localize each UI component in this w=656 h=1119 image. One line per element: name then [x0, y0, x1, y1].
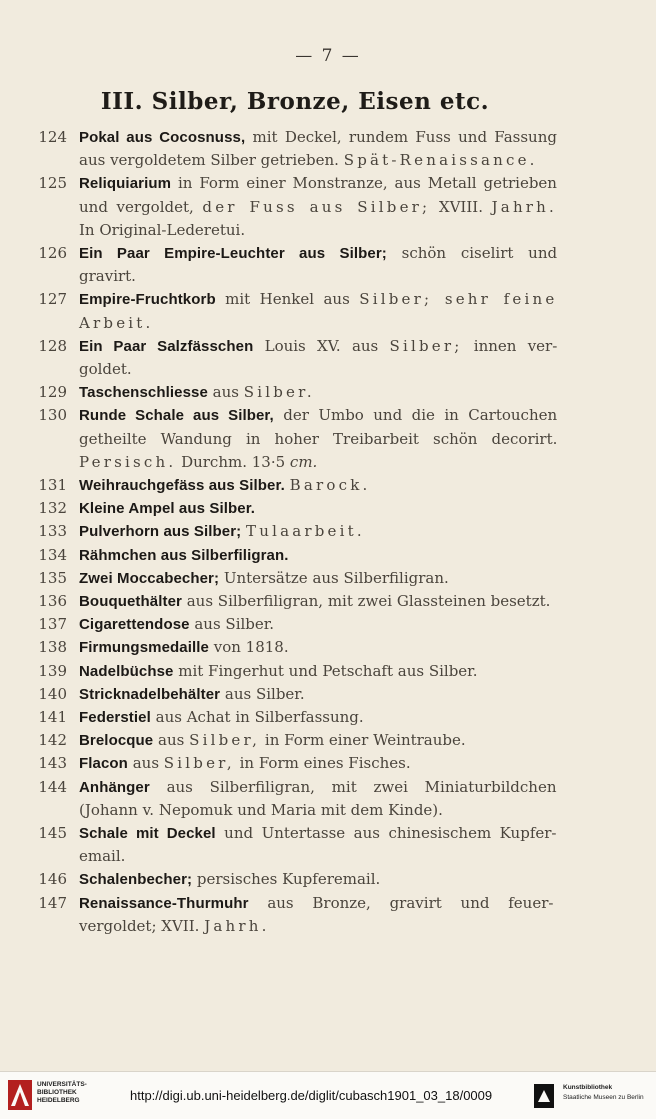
item-title: Federstiel: [79, 709, 151, 726]
entry-number: 136: [38, 592, 67, 610]
entry-line: [79, 868, 380, 891]
item-title: Zwei Moccabecher;: [79, 569, 220, 587]
university-library-name: UNIVERSITÄTS- BIBLIOTHEK HEIDELBERG: [37, 1081, 87, 1104]
item-title: Ein Paar Salzfässchen: [79, 337, 254, 355]
item-title: Flacon: [79, 755, 128, 773]
spaced-text: Jahrh.: [491, 197, 558, 216]
entry-line: [79, 474, 370, 497]
item-title: Bouquethälter: [79, 593, 182, 610]
entry-line: [79, 520, 365, 543]
entry-line: [79, 265, 136, 288]
description-text: Durchm. 13·5: [176, 452, 290, 471]
entry-line: [79, 544, 289, 567]
entry-number: 139: [38, 661, 67, 680]
entry-line: [79, 497, 255, 520]
item-title: Schalenbecher;: [79, 871, 193, 889]
description-text: und Untertasse aus chinesischem Kupfer-: [215, 824, 557, 842]
description-text: in Form eines Fisches.: [234, 754, 411, 773]
entry-line: [79, 196, 557, 219]
entry-line: [79, 428, 557, 451]
entry-number: 126: [38, 244, 67, 262]
entry-line: [79, 799, 443, 822]
entry-line: [79, 706, 364, 729]
entry-line: [79, 636, 289, 659]
spaced-text: Silber,: [189, 731, 261, 750]
entry-line: [79, 845, 125, 868]
entry-line: [79, 590, 550, 613]
description-text: aus: [207, 383, 244, 402]
spaced-text: Silber.: [243, 383, 315, 402]
entry-number: 141: [38, 708, 67, 726]
spaced-text: Barock.: [289, 476, 371, 494]
spaced-text: der Fuss aus Silber;: [202, 197, 431, 216]
spaced-text: Spät-Renaissance.: [343, 151, 538, 170]
description-text: aus vergoldetem Silber getrieben.: [79, 151, 344, 170]
entry-line: [79, 358, 132, 381]
description-text: email.: [79, 847, 126, 866]
entry-number: 130: [38, 406, 67, 425]
description-text: vergoldet; XVII.: [79, 916, 205, 935]
spaced-text: Silber,: [163, 754, 235, 773]
entry-line: [79, 892, 553, 915]
description-text: aus Achat in Silberfassung.: [150, 708, 364, 726]
item-title: Cigarettendose: [79, 616, 190, 634]
entry-line: [79, 451, 317, 474]
description-text: persisches Kupferemail.: [192, 870, 381, 889]
description-text: aus Bronze, gravirt und feuer-: [248, 893, 554, 912]
entry-line: [79, 683, 305, 706]
description-text: gravirt.: [79, 267, 136, 286]
entry-number: 137: [38, 615, 67, 634]
entry-line: [79, 660, 477, 683]
entry-number: 135: [38, 568, 67, 587]
entry-line: [79, 312, 153, 335]
item-title: Stricknadelbehälter: [79, 685, 221, 703]
entry-number: 140: [38, 684, 67, 703]
description-text: aus: [127, 754, 164, 773]
description-text: und vergoldet,: [79, 197, 203, 216]
description-text: mit Henkel aus: [215, 290, 360, 309]
description-text: aus Silber.: [220, 684, 305, 703]
entry-number: 125: [38, 174, 67, 193]
description-text: in Form einer Weintraube.: [260, 731, 466, 750]
item-title: Weihrauchgefäss aus Silber.: [79, 477, 285, 494]
description-text: schön ciselirt und: [386, 244, 558, 262]
description-text: von 1818.: [208, 638, 289, 657]
description-text: in Form einer Monstranze, aus Metall getrieben: [171, 174, 557, 193]
description-text: aus Silberfiligran, mit zwei Glassteinen besetzt.: [181, 592, 551, 610]
item-title: Kleine Ampel aus Silber.: [79, 500, 256, 518]
entry-line: [79, 381, 315, 404]
description-text: In Original-Lederetui.: [79, 220, 246, 239]
entry-line: [79, 242, 557, 265]
description-text: mit Fingerhut und Petschaft aus Silber.: [173, 661, 478, 680]
description-text: der Umbo und die in Cartouchen: [273, 406, 558, 425]
kunstbibliothek-logo-icon: [534, 1084, 554, 1108]
item-title: Brelocque: [79, 732, 154, 750]
entry-line: [79, 335, 557, 358]
page-number: — 7 —: [295, 46, 361, 66]
item-title: Schale mit Deckel: [79, 825, 216, 842]
spaced-text: Tulaarbeit.: [246, 522, 365, 541]
entry-line: [79, 567, 449, 590]
entry-line: [79, 752, 411, 775]
spaced-text: Arbeit.: [79, 313, 154, 332]
entry-line: [79, 915, 270, 938]
entry-number: 127: [38, 290, 67, 309]
section-heading: III. Silber, Bronze, Eisen etc.: [100, 88, 490, 115]
entry-number: 129: [38, 383, 67, 402]
item-title: Reliquiarium: [79, 175, 172, 193]
entry-number: 134: [38, 545, 67, 564]
entry-line: [79, 219, 245, 242]
entry-number: 142: [38, 731, 67, 750]
spaced-text: Persisch.: [79, 452, 177, 471]
source-url[interactable]: http://digi.ub.uni-heidelberg.de/diglit/cubasch1901_03_18/0009: [130, 1088, 493, 1103]
entry-number: 144: [38, 777, 67, 796]
entry-line: [79, 172, 557, 195]
item-title: Taschenschliesse: [79, 384, 208, 402]
entry-number: 147: [38, 893, 67, 912]
item-title: Nadelbüchse: [79, 662, 174, 680]
spaced-text: Silber; sehr feine: [359, 290, 558, 309]
item-title: Runde Schale aus Silber,: [79, 407, 274, 425]
entry-line: [79, 288, 557, 311]
item-title: Empire-Fruchtkorb: [79, 291, 216, 309]
description-text: (Johann v. Nepomuk und Maria mit dem Kinde).: [79, 800, 443, 819]
entry-line: [79, 149, 538, 172]
description-text: aus: [153, 731, 190, 750]
description-text: goldet.: [79, 360, 132, 378]
entry-number: 131: [38, 476, 67, 494]
description-text: XVIII.: [430, 197, 492, 216]
description-text: Untersätze aus Silberfiligran.: [219, 568, 449, 587]
entry-number: 124: [38, 128, 67, 146]
entry-number: 128: [38, 336, 67, 355]
description-text: aus Silberfiligran, mit zwei Miniaturbildchen: [149, 777, 557, 796]
university-library-logo-icon: [7, 1078, 33, 1112]
spaced-text: Silber;: [389, 336, 463, 355]
description-text: Louis XV. aus: [253, 336, 390, 355]
entry-line: [79, 822, 556, 845]
spaced-text: Jahrh.: [204, 916, 270, 935]
entry-number: 145: [38, 824, 67, 842]
entry-line: [79, 776, 557, 799]
footer-bar: [0, 1071, 656, 1119]
italic-text: cm.: [289, 452, 318, 471]
entry-number: 133: [38, 522, 67, 541]
description-text: aus Silber.: [189, 615, 275, 634]
description-text: mit Deckel, rundem Fuss und Fassung: [245, 128, 557, 146]
entry-number: 138: [38, 638, 67, 657]
item-title: Anhänger: [79, 778, 150, 796]
item-title: Renaissance-Thurmuhr: [79, 894, 249, 912]
entry-number: 143: [38, 754, 67, 773]
item-title: Firmungsmedaille: [79, 639, 209, 657]
entry-number: 132: [38, 499, 67, 518]
description-text: getheilte Wandung in hoher Treibarbeit schön decorirt.: [79, 429, 558, 448]
kunstbibliothek-name: Kunstbibliothek Staatliche Museen zu Berlin: [563, 1084, 644, 1101]
entry-line: [79, 126, 557, 149]
item-title: Rähmchen aus Silberfiligran.: [79, 546, 289, 564]
item-title: Pokal aus Cocosnuss,: [79, 129, 246, 146]
entry-line: [79, 613, 274, 636]
entry-number: 146: [38, 870, 67, 889]
item-title: Ein Paar Empire-Leuchter aus Silber;: [79, 245, 387, 262]
item-title: Pulverhorn aus Silber;: [79, 523, 242, 541]
entry-line: [79, 729, 466, 752]
entry-line: [79, 404, 557, 427]
description-text: innen ver-: [462, 336, 558, 355]
